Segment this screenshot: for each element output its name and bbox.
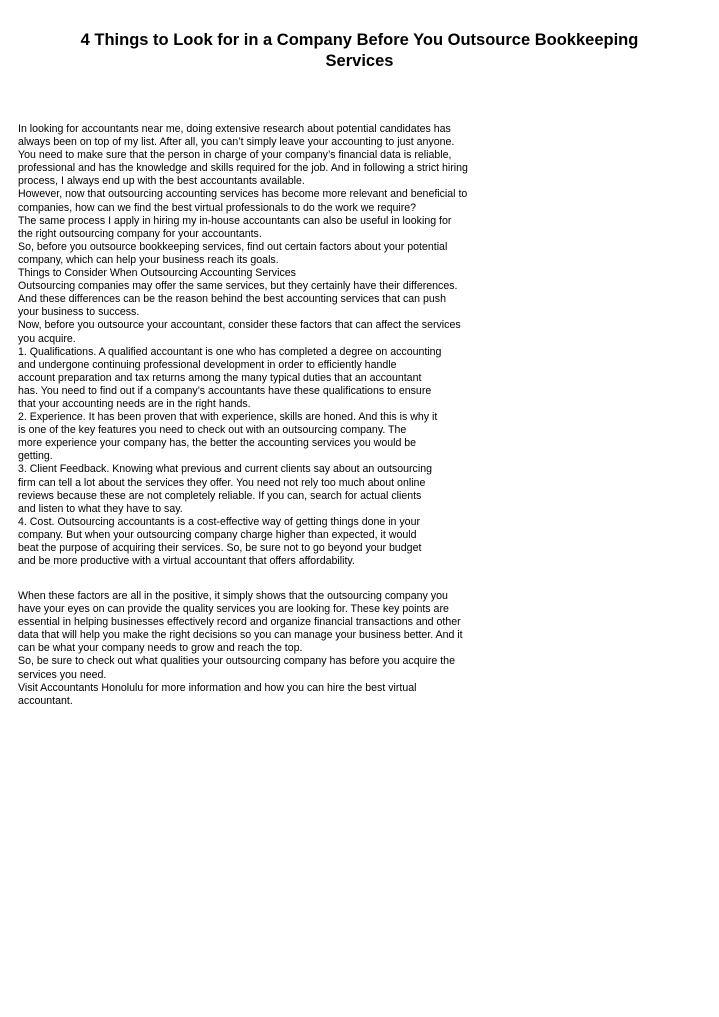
body-text-line: accountant.	[18, 694, 73, 707]
body-text-line: 1. Qualifications. A qualified accountant is one who has completed a degree on accounting	[18, 345, 442, 358]
body-text-line: and listen to what they have to say.	[18, 502, 183, 515]
body-text-block-1	[18, 123, 708, 568]
body-text-line: 4. Cost. Outsourcing accountants is a cost-effective way of getting things done in your	[18, 515, 420, 528]
title-line: Services	[325, 52, 394, 70]
body-text-line: However, now that outsourcing accounting services has become more relevant and beneficial to	[18, 188, 468, 201]
document-title	[20, 30, 699, 72]
body-text-line: company, which can help your business reach its goals.	[18, 253, 279, 266]
body-text-line: essential in helping businesses effectively record and organize financial transactions and other	[18, 616, 461, 629]
body-text-line: you acquire.	[18, 332, 76, 345]
body-text-line: can be what your company needs to grow and reach the top.	[18, 642, 303, 655]
body-text-block-2	[18, 590, 708, 708]
body-text-line: that your accounting needs are in the right hands.	[18, 397, 251, 410]
body-text-line: your business to success.	[18, 306, 140, 319]
body-text-line: services you need.	[18, 668, 107, 681]
body-text-line: the right outsourcing company for your accountants.	[18, 227, 262, 240]
body-text-line: company. But when your outsourcing company charge higher than expected, it would	[18, 528, 417, 541]
body-text-line: has. You need to find out if a company’s accountants have these qualifications to ensure	[18, 384, 432, 397]
body-text-line: beat the purpose of acquiring their services. So, be sure not to go beyond your budget	[18, 542, 422, 554]
body-text-line: reviews because these are not completely reliable. If you can, search for actual clients	[18, 489, 422, 502]
body-text-line: professional and has the knowledge and skills required for the job. And in following a strict hiring	[18, 162, 468, 175]
body-text-line: And these differences can be the reason behind the best accounting services that can push	[18, 293, 446, 306]
body-text-line: always been on top of my list. After all, you can’t simply leave your accounting to just anyone.	[18, 136, 455, 149]
title-line: 4 Things to Look for in a Company Before You Outsource Bookkeeping	[80, 31, 639, 49]
body-text-line: and be more productive with a virtual accountant that offers affordability.	[18, 555, 355, 568]
body-text-line: Visit Accountants Honolulu for more information and how you can hire the best virtual	[18, 681, 417, 694]
body-text-line: You need to make sure that the person in charge of your company’s financial data is reliable,	[18, 149, 452, 162]
body-text-line: is one of the key features you need to check out with an outsourcing company. The	[18, 424, 407, 437]
body-text-line: process, I always end up with the best accountants available.	[18, 175, 305, 188]
body-text-line: So, be sure to check out what qualities your outsourcing company has before you acquire the	[18, 655, 455, 668]
body-text-line: The same process I apply in hiring my in-house accountants can also be useful in looking for	[18, 214, 452, 227]
body-text-line: 3. Client Feedback. Knowing what previous and current clients say about an outsourcing	[18, 463, 432, 476]
body-text-line: account preparation and tax returns among the many typical duties that an accountant	[18, 371, 422, 384]
body-text-line: more experience your company has, the better the accounting services you would be	[18, 437, 417, 450]
body-text-line: When these factors are all in the positive, it simply shows that the outsourcing company you	[18, 590, 448, 602]
body-text-line: 2. Experience. It has been proven that with experience, skills are honed. And this is why it	[18, 411, 438, 424]
body-text-line: have your eyes on can provide the quality services you are looking for. These key points are	[18, 603, 449, 616]
body-text-line: Things to Consider When Outsourcing Accounting Services	[18, 267, 296, 280]
body-text-line: firm can tell a lot about the services they offer. You need not rely too much about online	[18, 476, 426, 489]
body-text-line: Now, before you outsource your accountant, consider these factors that can affect the services	[18, 319, 461, 332]
body-text-line: data that will help you make the right decisions so you can manage your business better. And it	[18, 629, 463, 642]
body-text-line: companies, how can we find the best virtual professionals to do the work we require?	[18, 201, 417, 214]
body-text-line: and undergone continuing professional development in order to efficiently handle	[18, 358, 397, 371]
body-text-line: getting.	[18, 450, 53, 463]
body-text-line: Outsourcing companies may offer the same services, but they certainly have their differences.	[18, 280, 458, 293]
body-text-line: So, before you outsource bookkeeping services, find out certain factors about your potential	[18, 240, 448, 253]
body-text-line: In looking for accountants near me, doing extensive research about potential candidates has	[18, 123, 451, 135]
